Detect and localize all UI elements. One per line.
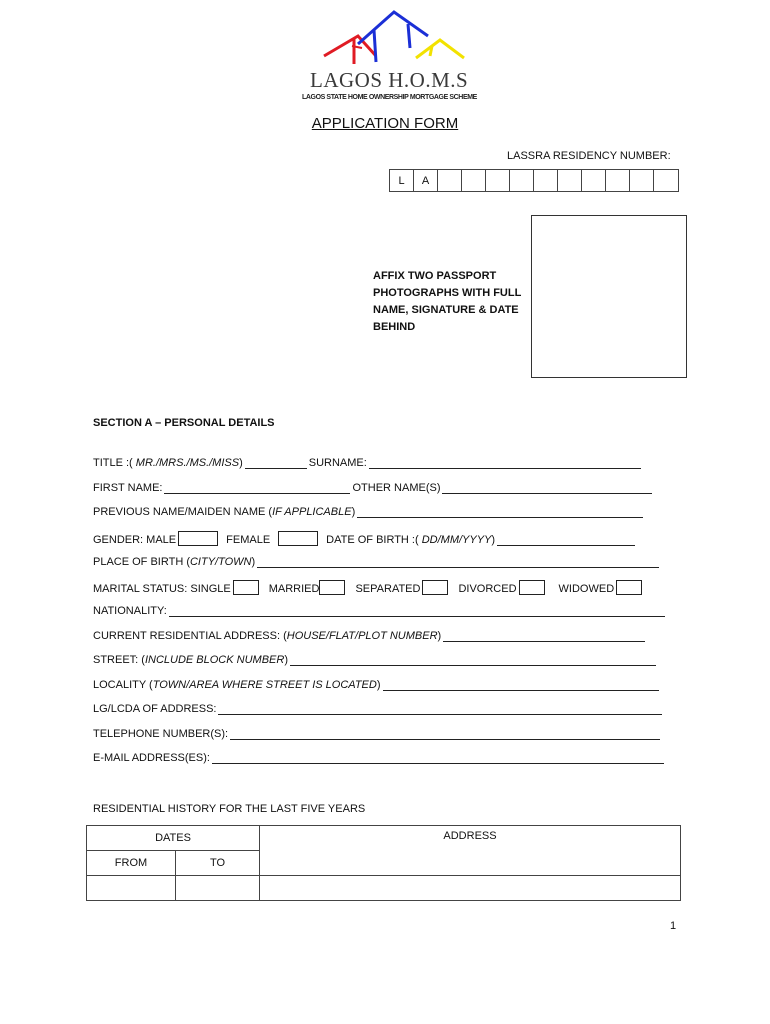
divorced-checkbox[interactable] bbox=[519, 580, 545, 595]
passport-photo-box[interactable] bbox=[531, 215, 687, 378]
lassra-cell[interactable] bbox=[606, 170, 630, 191]
gender-dob-row: GENDER: MALE FEMALE DATE OF BIRTH :( DD/MM/YYYY ) bbox=[93, 531, 637, 546]
separated-checkbox[interactable] bbox=[422, 580, 448, 595]
title-field[interactable] bbox=[245, 458, 307, 469]
current-address-field[interactable] bbox=[443, 631, 645, 642]
previous-name-row: PREVIOUS NAME/MAIDEN NAME ( IF APPLICABLE ) bbox=[93, 506, 645, 518]
single-checkbox[interactable] bbox=[233, 580, 259, 595]
current-address-row: CURRENT RESIDENTIAL ADDRESS: ( HOUSE/FLAT/PLOT NUMBER ) bbox=[93, 630, 647, 642]
to-header: TO bbox=[176, 851, 260, 876]
section-a-heading: SECTION A – PERSONAL DETAILS bbox=[93, 417, 275, 429]
lassra-label: LASSRA RESIDENCY NUMBER: bbox=[507, 150, 671, 162]
telephone-row: TELEPHONE NUMBER(S): bbox=[93, 728, 662, 740]
place-of-birth-row: PLACE OF BIRTH ( CITY/TOWN ) bbox=[93, 556, 661, 568]
lassra-number-boxes[interactable] bbox=[389, 169, 679, 192]
nationality-row: NATIONALITY: bbox=[93, 605, 667, 617]
male-checkbox[interactable] bbox=[178, 531, 218, 546]
page-number: 1 bbox=[670, 920, 677, 932]
lg-lcda-field[interactable] bbox=[218, 704, 662, 715]
lassra-cell[interactable] bbox=[486, 170, 510, 191]
first-other-name-row: FIRST NAME: OTHER NAME(S) bbox=[93, 482, 654, 494]
from-cell[interactable] bbox=[87, 876, 176, 901]
dates-header: DATES bbox=[87, 826, 260, 851]
previous-name-field[interactable] bbox=[357, 507, 643, 518]
lagos-homs-logo bbox=[300, 8, 500, 103]
table-row bbox=[87, 876, 681, 901]
lassra-cell[interactable]: A bbox=[414, 170, 438, 191]
lassra-cell[interactable] bbox=[558, 170, 582, 191]
first-name-field[interactable] bbox=[164, 483, 350, 494]
lassra-cell[interactable]: L bbox=[390, 170, 414, 191]
logo-wordmark: LAGOS H.O.M.S bbox=[310, 68, 469, 92]
lassra-cell[interactable] bbox=[534, 170, 558, 191]
email-field[interactable] bbox=[212, 753, 664, 764]
lassra-cell[interactable] bbox=[438, 170, 462, 191]
title-surname-row: TITLE :( MR./MRS./MS./MISS ) SURNAME: bbox=[93, 457, 643, 469]
logo-subtitle: LAGOS STATE HOME OWNERSHIP MORTGAGE SCHEME bbox=[302, 94, 477, 101]
dob-field[interactable] bbox=[497, 535, 635, 546]
other-names-field[interactable] bbox=[442, 483, 652, 494]
widowed-checkbox[interactable] bbox=[616, 580, 642, 595]
lassra-cell[interactable] bbox=[510, 170, 534, 191]
address-header: ADDRESS bbox=[260, 826, 681, 876]
street-field[interactable] bbox=[290, 655, 656, 666]
nationality-field[interactable] bbox=[169, 606, 665, 617]
lassra-cell[interactable] bbox=[654, 170, 678, 191]
locality-row: LOCALITY ( TOWN/AREA WHERE STREET IS LOCATED ) bbox=[93, 679, 661, 691]
married-checkbox[interactable] bbox=[319, 580, 345, 595]
place-of-birth-field[interactable] bbox=[257, 557, 659, 568]
marital-status-row: MARITAL STATUS: SINGLE MARRIED SEPARATED DIVORCED WIDOWED bbox=[93, 580, 646, 595]
photo-instructions: AFFIX TWO PASSPORT PHOTOGRAPHS WITH FULL NAME, SIGNATURE & DATE BEHIND bbox=[373, 270, 522, 333]
female-checkbox[interactable] bbox=[278, 531, 318, 546]
form-title: APPLICATION FORM bbox=[311, 115, 459, 132]
surname-field[interactable] bbox=[369, 458, 641, 469]
lassra-cell[interactable] bbox=[582, 170, 606, 191]
lg-lcda-row: LG/LCDA OF ADDRESS: bbox=[93, 703, 664, 715]
locality-field[interactable] bbox=[383, 680, 659, 691]
email-row: E-MAIL ADDRESS(ES): bbox=[93, 752, 666, 764]
lassra-cell[interactable] bbox=[462, 170, 486, 191]
logo-houses-graphic bbox=[318, 8, 478, 70]
telephone-field[interactable] bbox=[230, 729, 660, 740]
from-header: FROM bbox=[87, 851, 176, 876]
lassra-cell[interactable] bbox=[630, 170, 654, 191]
residential-history-table bbox=[86, 825, 681, 901]
residential-history-title: RESIDENTIAL HISTORY FOR THE LAST FIVE YEARS bbox=[93, 803, 366, 815]
street-row: STREET: ( INCLUDE BLOCK NUMBER ) bbox=[93, 654, 658, 666]
to-cell[interactable] bbox=[176, 876, 260, 901]
address-cell[interactable] bbox=[260, 876, 681, 901]
